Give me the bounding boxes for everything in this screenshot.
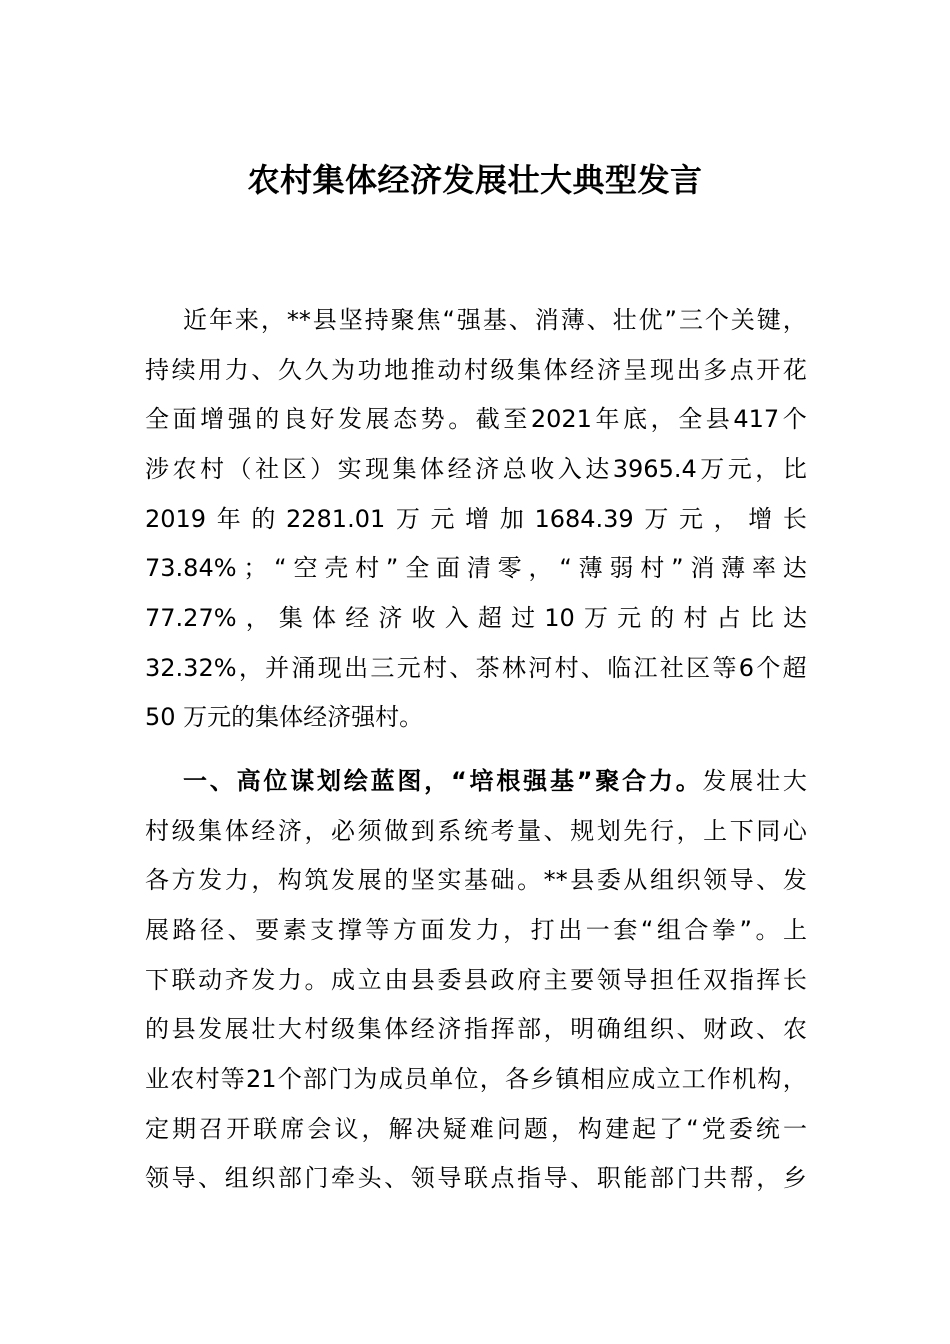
paragraph-1-line: 涉 农 村 （ 社 区 ） 实 现 集 体 经 济 总 收 入 达 3965.4 万 元 ， 比 bbox=[145, 455, 807, 483]
paragraph-1-line: 73.84% ； “ 空 壳 村 ” 全 面 清 零 ， “ 薄 弱 村 ” 消 薄 率 达 bbox=[145, 554, 807, 582]
paragraph-2-line: 的 县 发 展 壮 大 村 级 集 体 经 济 指 挥 部 ， 明 确 组 织 、 财 政 、 农 bbox=[145, 1015, 807, 1043]
paragraph-1-line: 全 面 增 强 的 良 好 发 展 态 势 。 截 至 2021 年 底 ， 全 县 417 个 bbox=[145, 405, 807, 433]
paragraph-2-first-line: 一 、 高 位 谋 划 绘 蓝 图 ， “ 培 根 强 基 ” 聚 合 力 。 发 展 壮 大 bbox=[183, 767, 807, 795]
paragraph-2-line: 业 农 村 等 21 个 部 门 为 成 员 单 位 ， 各 乡 镇 相 应 成 立 工 作 机 构 ， bbox=[145, 1065, 807, 1093]
paragraph-1-line: 77.27% ， 集 体 经 济 收 入 超 过 10 万 元 的 村 占 比 达 bbox=[145, 604, 807, 632]
paragraph-1-line: 2019 年 的 2281.01 万 元 增 加 1684.39 万 元 ， 增 长 bbox=[145, 505, 807, 533]
paragraph-1-last-line: 50 万元的集体经济强村。 bbox=[145, 703, 424, 731]
paragraph-2-line: 各 方 发 力 ， 构 筑 发 展 的 坚 实 基 础 。 ** 县 委 从 组 织 领 导 、 发 bbox=[145, 866, 807, 894]
paragraph-2-line: 下 联 动 齐 发 力 。 成 立 由 县 委 县 政 府 主 要 领 导 担 任 双 指 挥 长 bbox=[145, 966, 807, 994]
paragraph-2-line: 领 导 、 组 织 部 门 牵 头 、 领 导 联 点 指 导 、 职 能 部 门 共 帮 ， 乡 bbox=[145, 1164, 807, 1192]
paragraph-1-line: 持 续 用 力 、 久 久 为 功 地 推 动 村 级 集 体 经 济 呈 现 出 多 点 开 花 bbox=[145, 356, 807, 384]
paragraph-2-line: 定 期 召 开 联 席 会 议 ， 解 决 疑 难 问 题 ， 构 建 起 了 “ 党 委 统 一 bbox=[145, 1115, 807, 1143]
paragraph-1-line: 32.32% ， 并 涌 现 出 三 元 村 、 茶 林 河 村 、 临 江 社 区 等 6 个 超 bbox=[145, 654, 807, 682]
paragraph-2-line: 展 路 径 、 要 素 支 撑 等 方 面 发 力 ， 打 出 一 套 “ 组 合 拳 ” 。 上 bbox=[145, 916, 807, 944]
paragraph-2-line: 村 级 集 体 经 济 ， 必 须 做 到 系 统 考 量 、 规 划 先 行 ， 上 下 同 心 bbox=[145, 817, 807, 845]
document-title: 农村集体经济发展壮大典型发言 bbox=[247, 161, 703, 199]
paragraph-1-line: 近 年 来 ， ** 县 坚 持 聚 焦 “ 强 基 、 消 薄 、 壮 优 ” 三 个 关 键 ， bbox=[183, 306, 807, 334]
